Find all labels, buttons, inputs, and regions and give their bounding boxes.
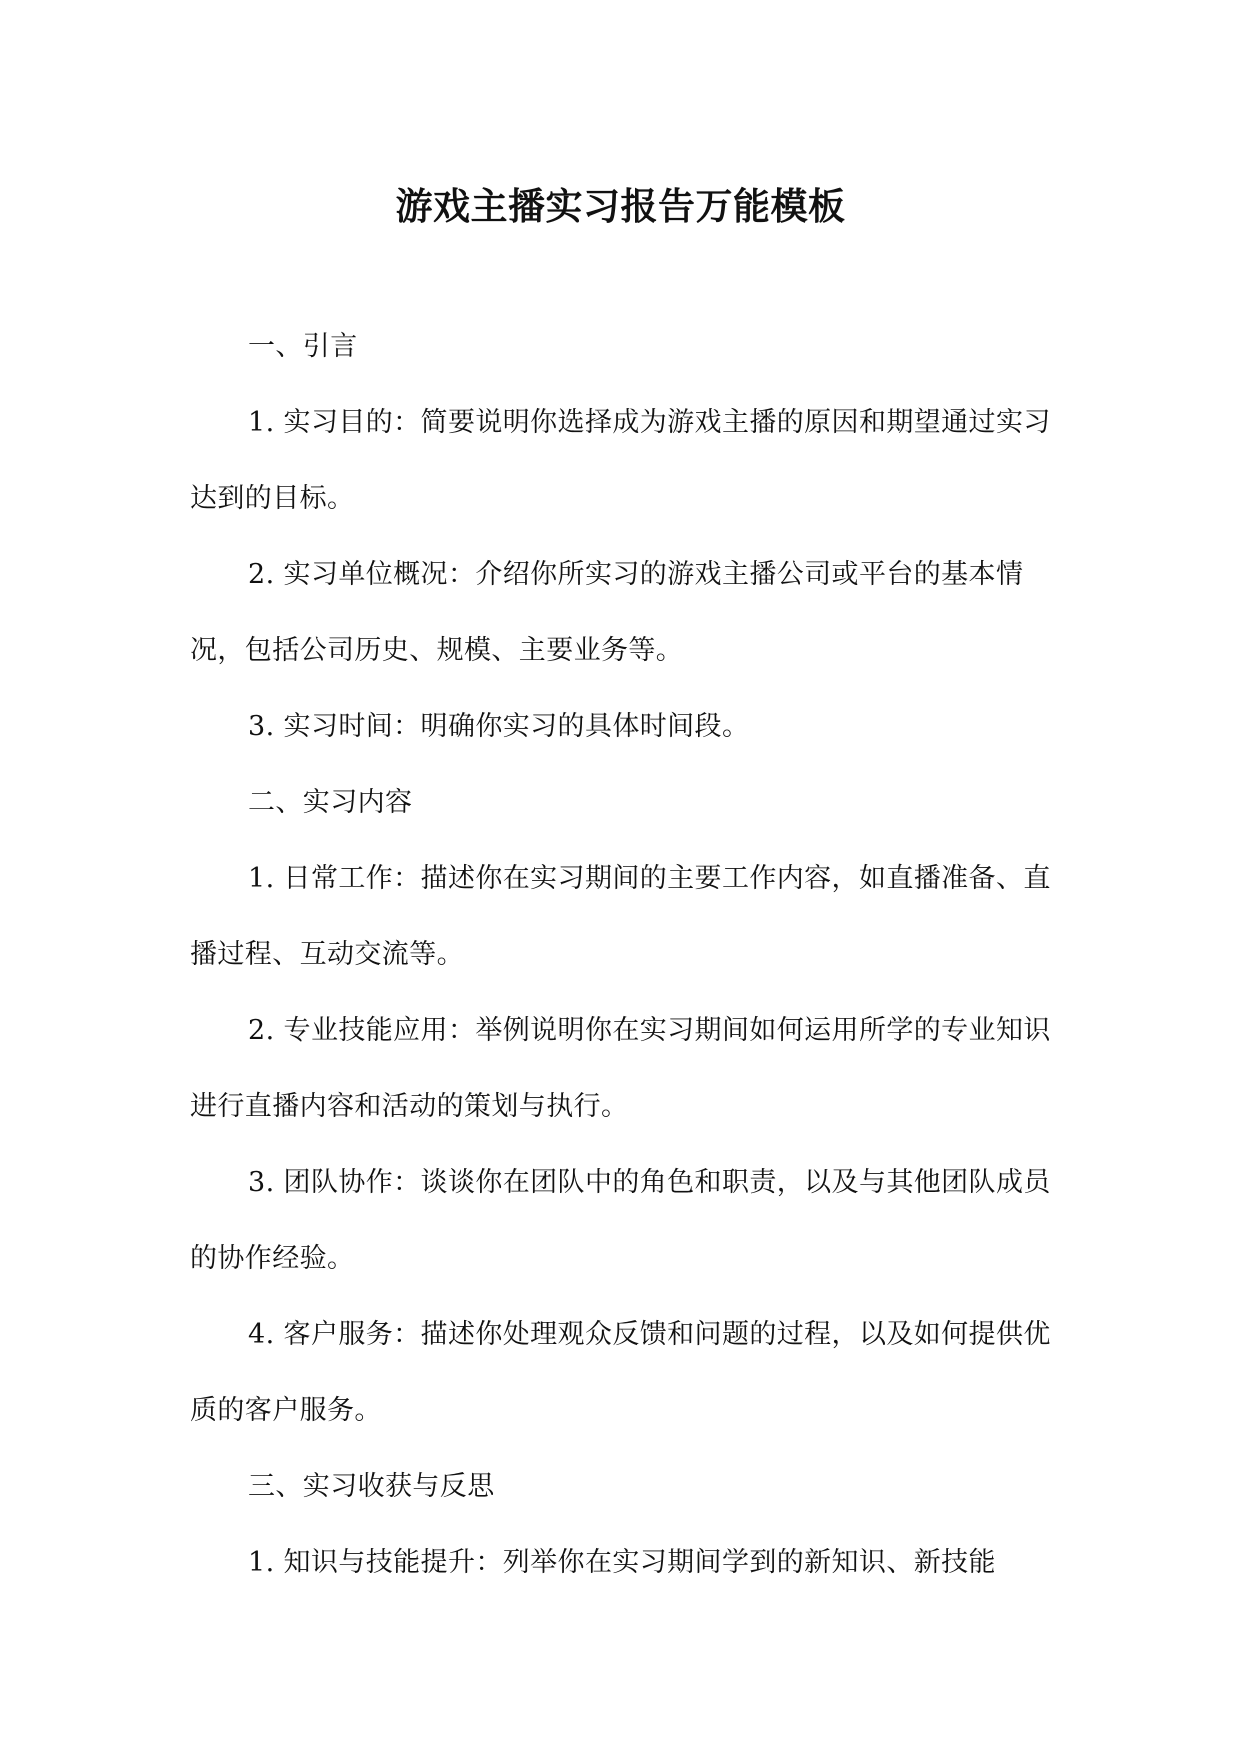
section-heading-intro: 一、引言 — [248, 331, 358, 362]
paragraph-content-customer-service: 4. 客户服务：描述你处理观众反馈和问题的过程，以及如何提供优质的客户服务。 — [190, 1319, 1051, 1426]
paragraph-intro-time: 3. 实习时间：明确你实习的具体时间段。 — [248, 711, 750, 742]
paragraph-reflection-knowledge: 1. 知识与技能提升：列举你在实习期间学到的新知识、新技能 — [248, 1547, 996, 1578]
paragraph-intro-purpose: 1. 实习目的：简要说明你选择成为游戏主播的原因和期望通过实习达到的目标。 — [190, 407, 1051, 514]
paragraph-content-skills: 2. 专业技能应用：举例说明你在实习期间如何运用所学的专业知识进行直播内容和活动的策划与执行。 — [190, 1015, 1051, 1122]
paragraph-intro-organization: 2. 实习单位概况：介绍你所实习的游戏主播公司或平台的基本情况，包括公司历史、规模、主要业务等。 — [190, 559, 1024, 666]
section-heading-reflection: 三、实习收获与反思 — [248, 1471, 495, 1502]
paragraph-content-teamwork: 3. 团队协作：谈谈你在团队中的角色和职责，以及与其他团队成员的协作经验。 — [190, 1167, 1051, 1274]
document-body — [190, 309, 1052, 1601]
section-heading-content: 二、实习内容 — [248, 787, 413, 818]
paragraph-content-daily-work: 1. 日常工作：描述你在实习期间的主要工作内容，如直播准备、直播过程、互动交流等。 — [190, 863, 1051, 970]
document-title: 游戏主播实习报告万能模板 — [395, 184, 846, 228]
